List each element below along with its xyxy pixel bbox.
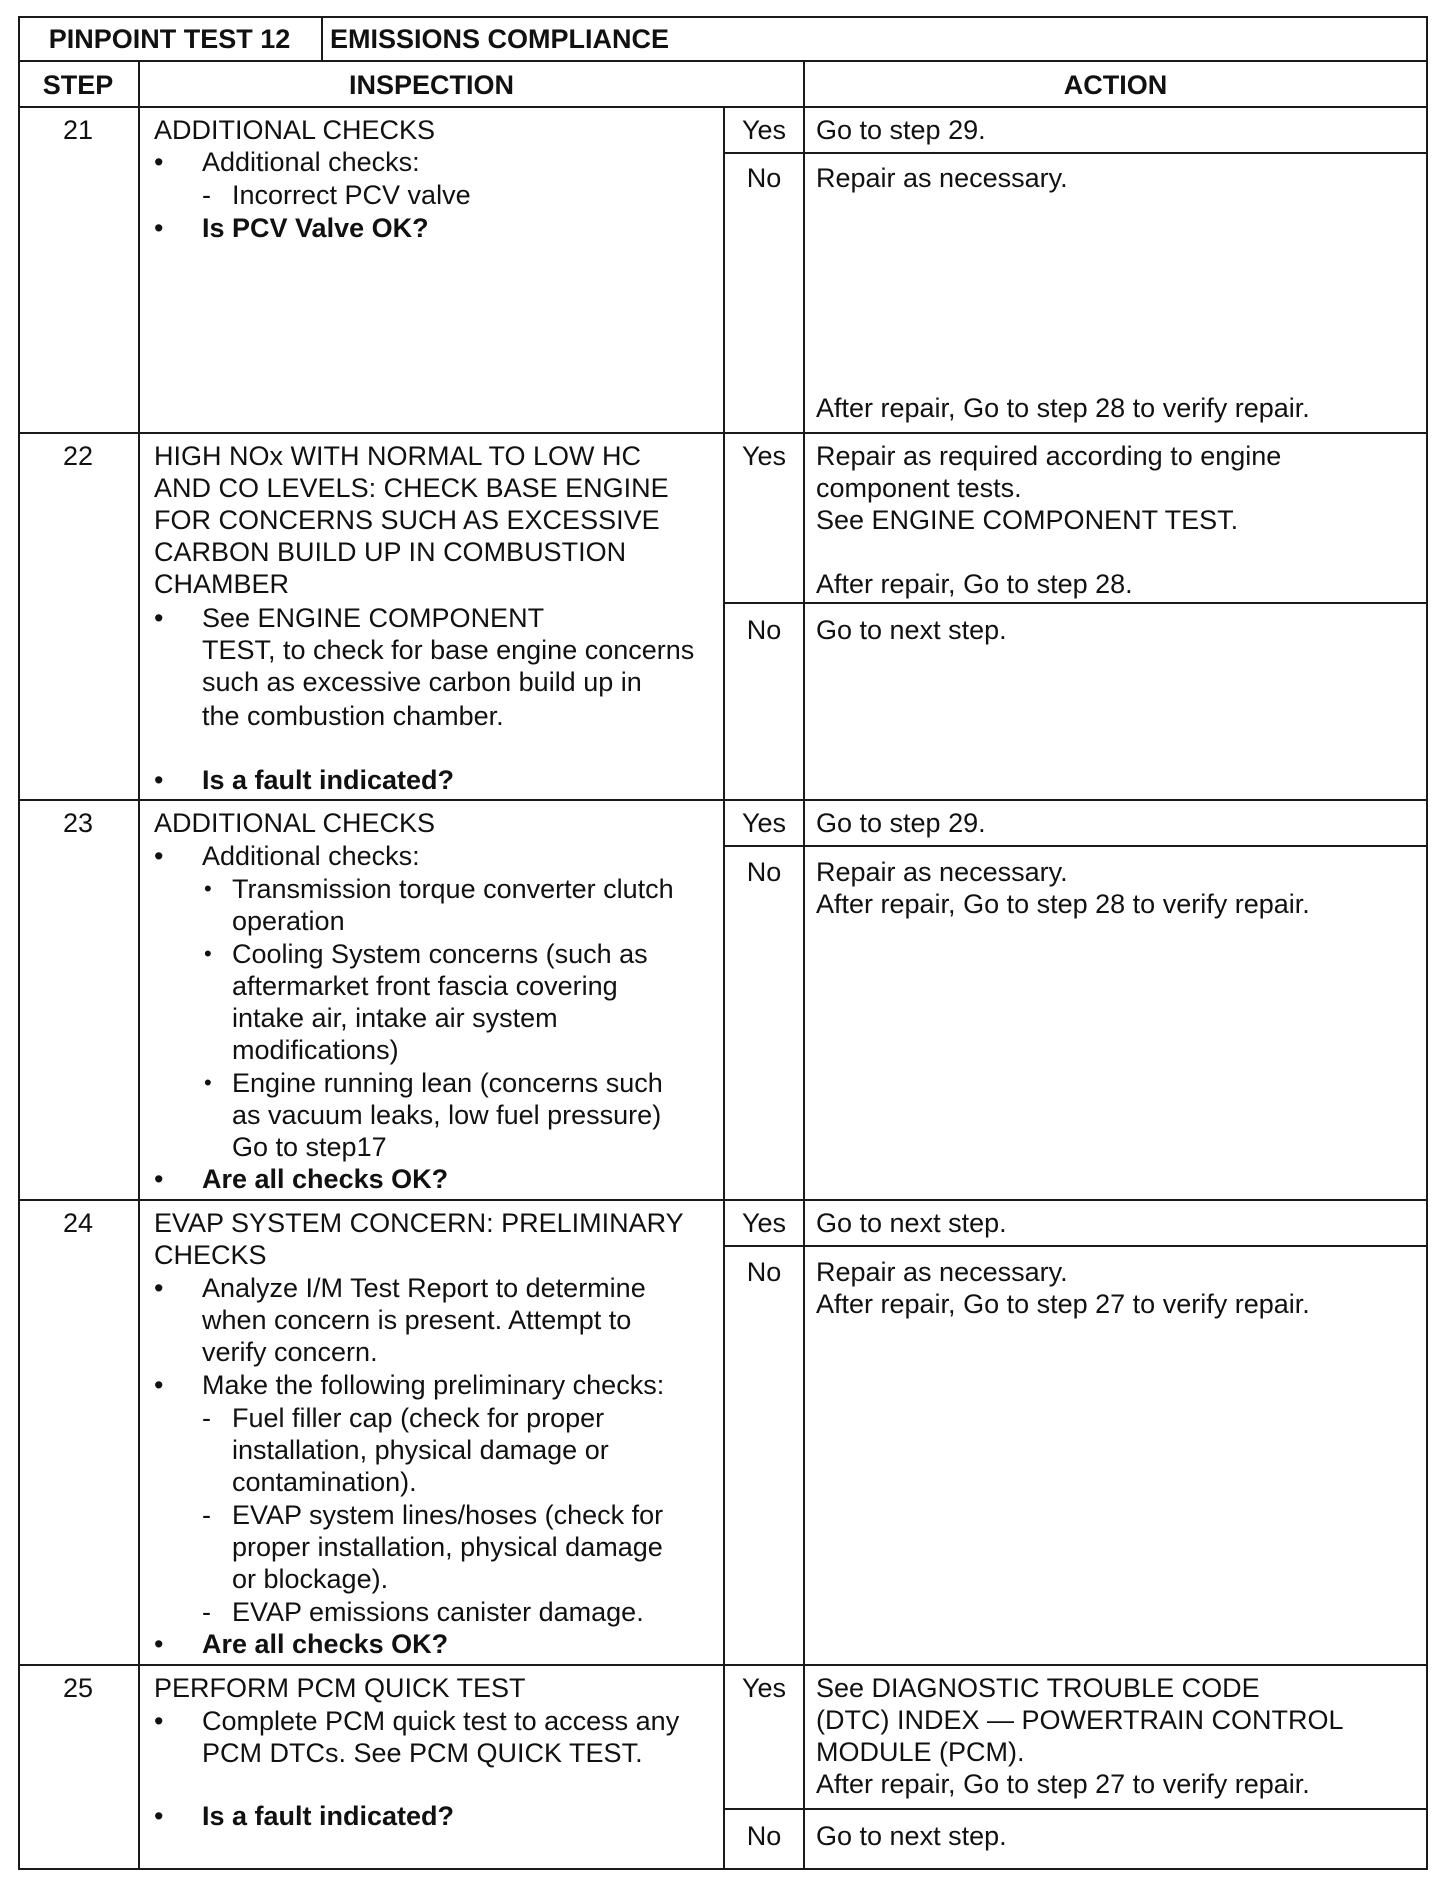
header-bottom-rule: [18, 60, 1428, 62]
action-column-rule: [803, 60, 805, 1870]
inspection-line: PCM DTCs. See PCM QUICK TEST.: [202, 1738, 643, 1768]
bullet: •: [154, 841, 164, 871]
table-border-top: [18, 16, 1428, 18]
inspection-heading: ADDITIONAL CHECKS: [154, 808, 436, 838]
yes-action: Go to next step.: [816, 1208, 1007, 1238]
column-header-action: ACTION: [1063, 70, 1168, 100]
inspection-line: Engine running lean (concerns such: [232, 1068, 663, 1098]
bullet: •: [154, 1273, 164, 1303]
sub-bullet: •: [204, 941, 212, 966]
yes-action: See DIAGNOSTIC TROUBLE CODE: [816, 1673, 1260, 1703]
inspection-line: when concern is present. Attempt to: [202, 1305, 632, 1335]
bullet: •: [154, 147, 164, 177]
inspection-line: Complete PCM quick test to access any: [202, 1706, 680, 1736]
step-number: 22: [62, 441, 94, 471]
no-action: After repair, Go to step 27 to verify repair.: [816, 1289, 1310, 1319]
yes-action: Go to step 29.: [816, 115, 986, 145]
step-number: 21: [62, 115, 94, 145]
dash: -: [202, 1597, 211, 1627]
inspection-question: Is a fault indicated?: [202, 1801, 455, 1831]
inspection-heading: ADDITIONAL CHECKS: [154, 115, 436, 145]
column-header-step: STEP: [42, 70, 114, 100]
inspection-line: installation, physical damage or: [232, 1435, 609, 1465]
row-rule-24: [18, 1199, 1428, 1201]
inspection-line: See ENGINE COMPONENT: [202, 603, 545, 633]
inspection-line: intake air, intake air system: [232, 1003, 558, 1033]
step-number: 24: [62, 1208, 94, 1238]
yes-label: Yes: [741, 1208, 787, 1238]
yesno-rule-24: [723, 1245, 1428, 1247]
inspection-line: Fuel filler cap (check for proper: [232, 1403, 605, 1433]
yes-label: Yes: [741, 115, 787, 145]
inspection-line: EVAP system lines/hoses (check for: [232, 1500, 664, 1530]
yes-action: After repair, Go to step 28.: [816, 569, 1133, 599]
yesno-rule-23: [723, 845, 1428, 847]
inspection-line: verify concern.: [202, 1337, 378, 1367]
no-action: Repair as necessary.: [816, 163, 1068, 193]
step-column-rule: [138, 60, 140, 1870]
inspection-question: Are all checks OK?: [202, 1164, 449, 1194]
no-action: Go to next step.: [816, 615, 1007, 645]
inspection-line: aftermarket front fascia covering: [232, 971, 618, 1001]
bullet: •: [154, 765, 164, 795]
inspection-line: Cooling System concerns (such as: [232, 939, 648, 969]
step-number: 25: [62, 1673, 94, 1703]
bullet: •: [154, 603, 164, 633]
header-divider: [321, 16, 323, 62]
pinpoint-test-table: [18, 16, 1428, 1870]
bullet: •: [154, 1801, 164, 1831]
no-action: Go to next step.: [816, 1821, 1007, 1851]
bullet: •: [154, 1706, 164, 1736]
no-action: After repair, Go to step 28 to verify repair.: [816, 889, 1310, 919]
bullet: •: [154, 1370, 164, 1400]
inspection-line: Analyze I/M Test Report to determine: [202, 1273, 646, 1303]
row-rule-22: [18, 432, 1428, 434]
inspection-line: TEST, to check for base engine concerns: [202, 635, 695, 665]
row-rule-23: [18, 799, 1428, 801]
table-border-left: [18, 16, 20, 1870]
sub-bullet: •: [204, 876, 212, 901]
test-title: EMISSIONS COMPLIANCE: [330, 24, 670, 54]
dash: -: [202, 1500, 211, 1530]
column-header-inspection: INSPECTION: [348, 70, 515, 100]
inspection-heading: EVAP SYSTEM CONCERN: PRELIMINARY: [154, 1208, 684, 1238]
inspection-heading: CHECKS: [154, 1240, 267, 1270]
inspection-line: or blockage).: [232, 1564, 389, 1594]
yesno-rule-25: [723, 1808, 1428, 1810]
no-label: No: [746, 1821, 782, 1851]
yes-action: See ENGINE COMPONENT TEST.: [816, 505, 1239, 535]
no-label: No: [746, 163, 782, 193]
inspection-line: Additional checks:: [202, 841, 420, 871]
yes-action: Repair as required according to engine: [816, 441, 1282, 471]
no-label: No: [746, 615, 782, 645]
table-border-right: [1426, 16, 1428, 1870]
inspection-question: Is PCV Valve OK?: [202, 213, 429, 243]
inspection-question: Are all checks OK?: [202, 1629, 449, 1659]
yesno-rule-22: [723, 602, 1428, 604]
no-action: After repair, Go to step 28 to verify repair.: [816, 393, 1310, 423]
yes-label: Yes: [741, 1673, 787, 1703]
yes-label: Yes: [741, 808, 787, 838]
no-label: No: [746, 857, 782, 887]
inspection-heading: FOR CONCERNS SUCH AS EXCESSIVE: [154, 505, 660, 535]
yes-action: Go to step 29.: [816, 808, 986, 838]
inspection-heading: CHAMBER: [154, 569, 290, 599]
bullet: •: [154, 213, 164, 243]
no-action: Repair as necessary.: [816, 857, 1068, 887]
inspection-line: Transmission torque converter clutch: [232, 874, 674, 904]
inspection-line: proper installation, physical damage: [232, 1532, 663, 1562]
inspection-heading: PERFORM PCM QUICK TEST: [154, 1673, 526, 1703]
inspection-line: such as excessive carbon build up in: [202, 667, 642, 697]
step-number: 23: [62, 808, 94, 838]
no-label: No: [746, 1257, 782, 1287]
inspection-line: as vacuum leaks, low fuel pressure): [232, 1100, 662, 1130]
sub-bullet: •: [204, 1070, 212, 1095]
bullet: •: [154, 1629, 164, 1659]
inspection-heading: AND CO LEVELS: CHECK BASE ENGINE: [154, 473, 669, 503]
inspection-line: operation: [232, 906, 345, 936]
dash: -: [202, 180, 211, 210]
test-label: PINPOINT TEST 12: [48, 24, 291, 54]
inspection-line: Additional checks:: [202, 147, 420, 177]
row-rule-25: [18, 1664, 1428, 1666]
inspection-line: modifications): [232, 1035, 399, 1065]
inspection-line: the combustion chamber.: [202, 701, 504, 731]
yes-label: Yes: [741, 441, 787, 471]
yes-action: MODULE (PCM).: [816, 1737, 1025, 1767]
yesno-rule-21: [723, 152, 1428, 154]
dash: -: [202, 1403, 211, 1433]
inspection-question: Is a fault indicated?: [202, 765, 455, 795]
inspection-line: Incorrect PCV valve: [232, 180, 471, 210]
inspection-heading: HIGH NOx WITH NORMAL TO LOW HC: [154, 441, 642, 471]
inspection-line: Go to step17: [232, 1132, 387, 1162]
no-action: Repair as necessary.: [816, 1257, 1068, 1287]
inspection-line: Make the following preliminary checks:: [202, 1370, 665, 1400]
inspection-line: contamination).: [232, 1467, 417, 1497]
yes-action: component tests.: [816, 473, 1022, 503]
yes-action: (DTC) INDEX — POWERTRAIN CONTROL: [816, 1705, 1344, 1735]
inspection-line: EVAP emissions canister damage.: [232, 1597, 644, 1627]
yesno-column-rule: [723, 106, 725, 1870]
bullet: •: [154, 1164, 164, 1194]
yes-action: After repair, Go to step 27 to verify repair.: [816, 1769, 1310, 1799]
inspection-heading: CARBON BUILD UP IN COMBUSTION: [154, 537, 627, 567]
